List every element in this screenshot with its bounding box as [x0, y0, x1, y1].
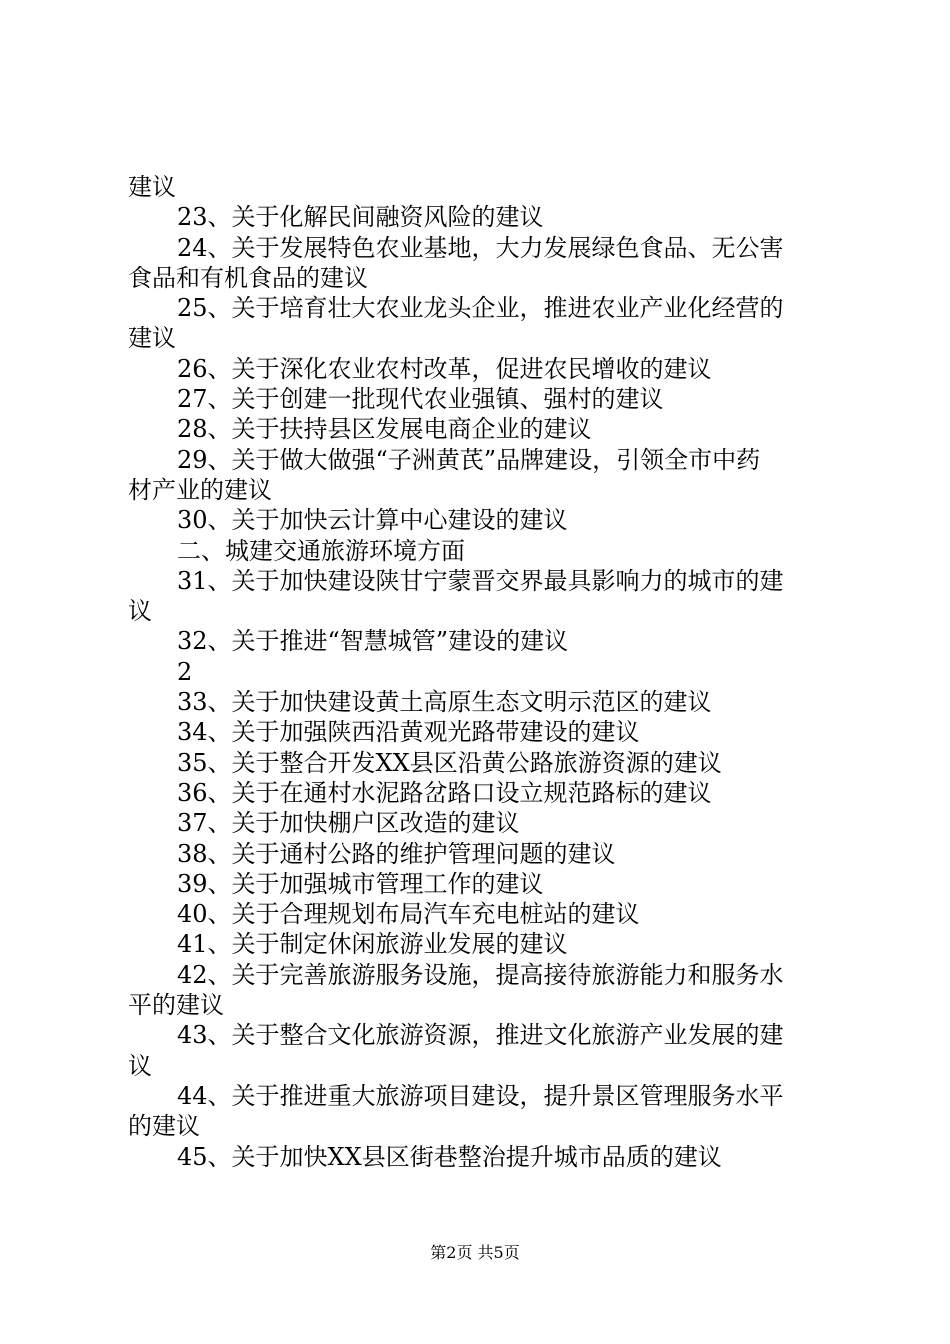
document-line: 议 — [128, 597, 152, 626]
document-line: 27、关于创建一批现代农业强镇、强村的建议 — [177, 385, 664, 414]
document-line: 平的建议 — [128, 991, 224, 1020]
document-line: 31、关于加快建设陕甘宁蒙晋交界最具影响力的城市的建 — [177, 566, 784, 595]
document-line: 30、关于加快云计算中心建设的建议 — [177, 506, 568, 535]
document-line: 25、关于培育壮大农业龙头企业，推进农业产业化经营的 — [177, 294, 784, 323]
document-line: 43、关于整合文化旅游资源，推进文化旅游产业发展的建 — [177, 1021, 784, 1050]
document-line: 23、关于化解民间融资风险的建议 — [177, 203, 544, 232]
document-line: 45、关于加快XX县区街巷整治提升城市品质的建议 — [177, 1142, 722, 1171]
document-line: 37、关于加快棚户区改造的建议 — [177, 809, 520, 838]
document-line: 建议 — [128, 173, 176, 201]
document-line: 44、关于推进重大旅游项目建设，提升景区管理服务水平 — [177, 1081, 784, 1110]
document-line: 34、关于加强陕西沿黄观光路带建设的建议 — [177, 718, 640, 747]
document-line: 议 — [128, 1051, 152, 1080]
document-line: 材产业的建议 — [128, 475, 272, 504]
document-line: 33、关于加快建设黄土高原生态文明示范区的建议 — [177, 688, 712, 717]
document-body — [128, 172, 834, 1172]
document-line: 32、关于推进“智慧城管”建设的建议 — [177, 627, 569, 656]
page-footer: 第2页 共5页 — [430, 1243, 520, 1262]
document-line: 29、关于做大做强“子洲黄芪”品牌建设，引领全市中药 — [177, 445, 761, 474]
document-line: 40、关于合理规划布局汽车充电桩站的建议 — [177, 900, 640, 929]
document-line: 38、关于通村公路的维护管理问题的建议 — [177, 839, 616, 868]
document-line: 食品和有机食品的建议 — [128, 263, 368, 292]
document-line: 的建议 — [128, 1112, 200, 1141]
document-line: 39、关于加强城市管理工作的建议 — [177, 869, 544, 898]
document-line: 建议 — [128, 324, 176, 353]
document-line: 28、关于扶持县区发展电商企业的建议 — [177, 415, 592, 444]
document-line: 2 — [177, 657, 193, 686]
document-line: 24、关于发展特色农业基地，大力发展绿色食品、无公害 — [177, 233, 784, 262]
document-line: 41、关于制定休闲旅游业发展的建议 — [177, 930, 568, 959]
document-line: 35、关于整合开发XX县区沿黄公路旅游资源的建议 — [177, 748, 722, 777]
document-line: 42、关于完善旅游服务设施，提高接待旅游能力和服务水 — [177, 960, 784, 989]
document-line: 二、城建交通旅游环境方面 — [177, 536, 465, 565]
document-line: 26、关于深化农业农村改革，促进农民增收的建议 — [177, 354, 712, 383]
document-line: 36、关于在通村水泥路岔路口设立规范路标的建议 — [177, 778, 712, 807]
